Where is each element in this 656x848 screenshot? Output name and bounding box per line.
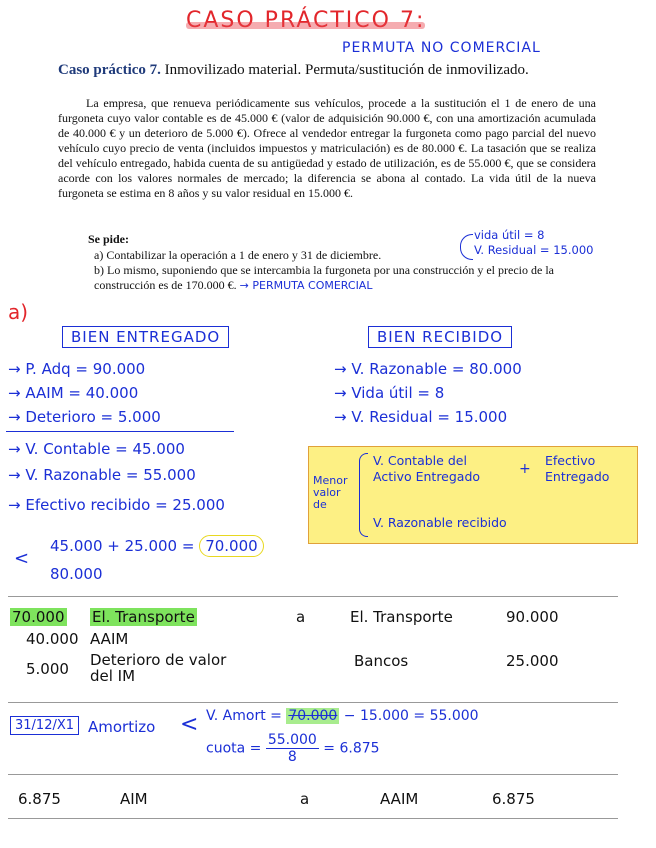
journal2-debit-amount: 6.875 xyxy=(18,790,61,808)
bien-entregado-title: BIEN ENTREGADO xyxy=(62,326,229,348)
amortization-base xyxy=(206,708,479,724)
recibido-item: → V. Razonable = 80.000 xyxy=(334,360,522,378)
rule-vrazonable: V. Razonable recibido xyxy=(373,515,507,530)
recibido-item: → Vida útil = 8 xyxy=(334,384,445,402)
problem-statement: La empresa, que renueva periódicamente sus vehículos, procede a la sustitución el 1 de enero de una furgoneta cuyo valor contable es de 45.000 € (valor de adquisición 90.000 €, con una amortización acumulada de 40.000 € y un deterioro de 5.000 €). Ofrece al vendedor entregar la furgoneta como pago parcial del nuevo vehículo cuyo precio de venta (incluidos impuestos y matriculación) es de 80.000 €. La tasación que se realiza del vehículo entregado, habida cuenta de su antigüedad y estado de utilización, es de 55.000 €, que se considera acorde con los valores normales de mercado; la diferencia se abona al contado. La vida útil de la nueva furgoneta se estima en 8 años y su valor residual en 15.000 €. xyxy=(58,96,596,200)
handwritten-title xyxy=(186,8,425,33)
entregado-item: → Deterioro = 5.000 xyxy=(8,408,161,426)
journal1-debit3-amount: 5.000 xyxy=(26,660,69,678)
amortization-date: 31/12/X1 xyxy=(10,716,79,735)
part-a-label: a) xyxy=(8,300,29,324)
journal2-a: a xyxy=(300,790,310,808)
divider xyxy=(6,431,234,432)
bien-recibido-title: BIEN RECIBIDO xyxy=(368,326,512,348)
entregado-calc: → Efectivo recibido = 25.000 xyxy=(8,496,225,514)
heading-text: Inmovilizado material. Permuta/sustitución de inmovilizado. xyxy=(160,62,529,78)
journal1-debit1-account xyxy=(90,608,197,626)
amortization-arrow: < xyxy=(180,712,199,737)
amort-base-struck: 70.000 xyxy=(288,708,338,724)
rule-plus: + xyxy=(519,461,531,477)
journal2-debit-account: AIM xyxy=(120,790,148,808)
title-highlight xyxy=(186,22,425,29)
side-note xyxy=(474,228,593,258)
comparison-line-1 xyxy=(50,537,264,555)
comparison-arrow: < xyxy=(14,548,30,569)
comparison-result: 70.000 xyxy=(199,535,264,557)
amort-base-label: V. Amort = xyxy=(206,708,282,724)
rule-brace xyxy=(359,453,368,537)
amortization-label: Amortizo xyxy=(88,718,156,736)
separator xyxy=(8,774,618,775)
rule-vcontable-line: Activo Entregado xyxy=(373,469,481,484)
page-title xyxy=(58,62,529,79)
heading-number: Caso práctico 7. xyxy=(58,62,161,78)
separator xyxy=(8,596,618,597)
valuation-rule-box xyxy=(308,446,638,544)
journal1-credit2-account: Bancos xyxy=(354,652,409,670)
requirement-a: a) Contabilizar la operación a 1 de enero y 31 de diciembre. xyxy=(94,248,382,262)
rule-menor-line: valor xyxy=(313,486,341,499)
separator xyxy=(8,702,618,703)
amort-fraction xyxy=(266,732,319,765)
rule-efectivo-line: Entregado xyxy=(545,469,610,484)
amort-denominator: 8 xyxy=(287,749,297,765)
handwritten-subtitle: PERMUTA NO COMERCIAL xyxy=(342,40,541,56)
title-text: CASO PRÁCTICO 7: xyxy=(186,8,426,33)
rule-efectivo-line: Efectivo xyxy=(545,453,596,468)
journal1-credit2-amount: 25.000 xyxy=(506,652,559,670)
side-note-vida: vida útil = 8 xyxy=(474,228,545,242)
rule-vcontable-line: V. Contable del xyxy=(373,453,467,468)
rule-menor-line: Menor xyxy=(313,474,348,487)
side-note-residual: V. Residual = 15.000 xyxy=(474,243,594,257)
requirement-b-note: → PERMUTA COMERCIAL xyxy=(239,279,373,292)
rule-vcontable xyxy=(373,453,480,485)
journal1-credit1-amount: 90.000 xyxy=(506,608,559,626)
comparison-sum: 45.000 + 25.000 = xyxy=(50,537,195,555)
journal1-debit1-amount xyxy=(10,608,67,626)
requirement-b-text: b) Lo mismo, suponiendo que se intercambia la furgoneta por una construcción y el precio de la construcción es de 170.000 €. xyxy=(94,263,554,292)
entregado-calc: → V. Contable = 45.000 xyxy=(8,440,185,458)
recibido-item: → V. Residual = 15.000 xyxy=(334,408,508,426)
requirement-b xyxy=(94,263,564,293)
journal1-a: a xyxy=(296,608,306,626)
journal2-credit-account: AAIM xyxy=(380,790,419,808)
rule-menor-line: de xyxy=(313,498,327,511)
amort-quota-result: = 6.875 xyxy=(323,740,380,757)
journal1-debit3-account: Deterioro de valor del IM xyxy=(90,651,227,685)
journal1-debit2-amount: 40.000 xyxy=(26,630,79,648)
journal1-debit2-account: AAIM xyxy=(90,630,129,648)
amort-quota-label: cuota = xyxy=(206,740,262,757)
entregado-calc: → V. Razonable = 55.000 xyxy=(8,466,196,484)
amort-base-rest: − 15.000 = 55.000 xyxy=(343,708,479,724)
amort-numerator: 55.000 xyxy=(267,732,317,748)
entregado-item: → P. Adq = 90.000 xyxy=(8,360,146,378)
entregado-item: → AAIM = 40.000 xyxy=(8,384,139,402)
rule-menor xyxy=(313,475,347,511)
separator xyxy=(8,818,618,819)
highlighted-account: El. Transporte xyxy=(92,608,195,626)
comparison-line-2: 80.000 xyxy=(50,565,103,583)
highlighted-amount: 70.000 xyxy=(12,608,65,626)
journal1-credit1-account: El. Transporte xyxy=(350,608,453,626)
journal2-credit-amount: 6.875 xyxy=(492,790,535,808)
amortization-quota xyxy=(206,732,380,765)
rule-efectivo xyxy=(545,453,609,485)
side-note-arc xyxy=(460,234,473,260)
se-pide-label: Se pide: xyxy=(88,232,130,246)
